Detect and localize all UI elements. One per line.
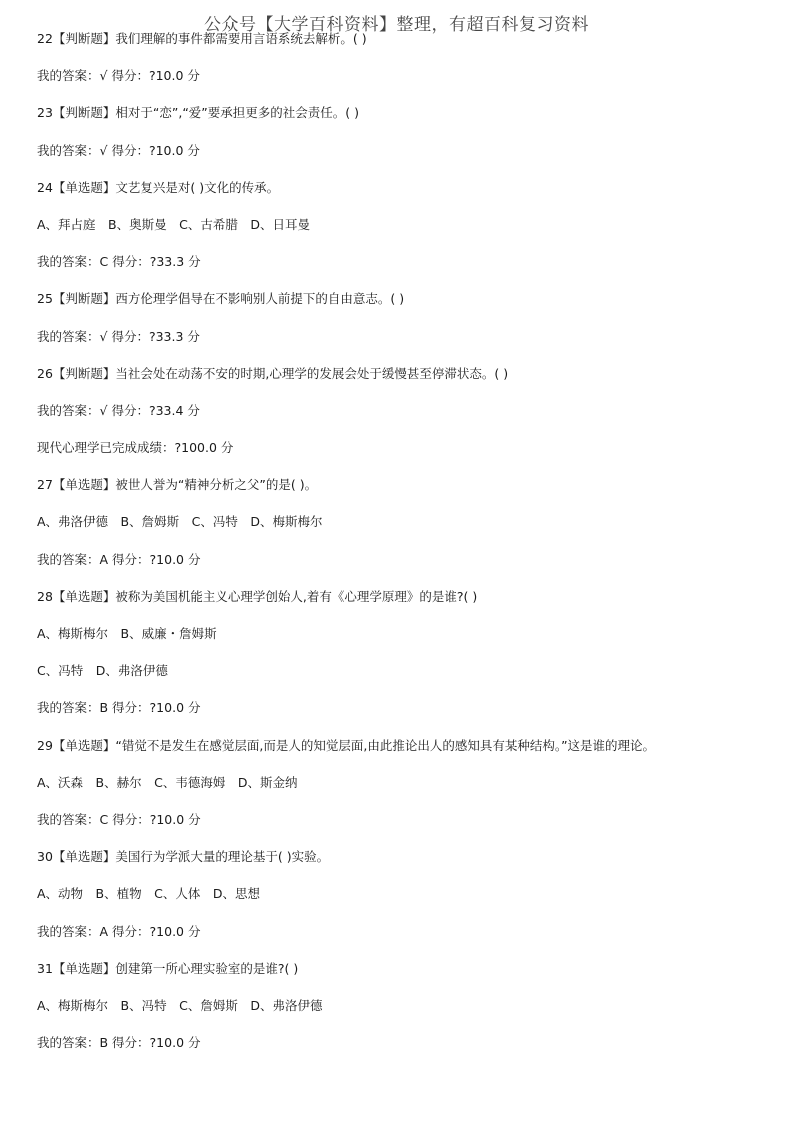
answer-24: 我的答案：C 得分：?33.3 分 [37, 254, 201, 270]
question-30: 30【单选题】美国行为学派大量的理论基于( )实验。 [37, 849, 330, 865]
options-31: A、梅斯梅尔 B、冯特 C、詹姆斯 D、弗洛伊德 [37, 997, 323, 1013]
options-24: A、拜占庭 B、奥斯曼 C、古希腊 D、日耳曼 [37, 216, 310, 232]
answer-30: 我的答案：A 得分：?10.0 分 [37, 923, 201, 939]
question-26: 26【判断题】当社会处在动荡不安的时期,心理学的发展会处于缓慢甚至停滞状态。( ) [37, 365, 509, 381]
options-30: A、动物 B、植物 C、人体 D、思想 [37, 886, 260, 902]
options-27: A、弗洛伊德 B、詹姆斯 C、冯特 D、梅斯梅尔 [37, 514, 323, 530]
question-31: 31【单选题】创建第一所心理实验室的是谁?( ) [37, 960, 299, 976]
answer-31: 我的答案：B 得分：?10.0 分 [37, 1035, 201, 1051]
answer-25: 我的答案：√ 得分：?33.3 分 [37, 328, 200, 344]
answer-27: 我的答案：A 得分：?10.0 分 [37, 551, 201, 567]
answer-22: 我的答案：√ 得分：?10.0 分 [37, 68, 200, 84]
section-score: 现代心理学已完成成绩：?100.0 分 [37, 440, 234, 456]
options-28-cd: C、冯特 D、弗洛伊德 [37, 663, 168, 679]
question-25: 25【判断题】西方伦理学倡导在不影响别人前提下的自由意志。( ) [37, 291, 405, 307]
question-22: 22【判断题】我们理解的事件都需要用言语系统去解析。( ) [37, 31, 367, 46]
watermark-header: 公众号【大学百科资料】整理，有超百科复习资料 [204, 15, 589, 35]
options-28-ab: A、梅斯梅尔 B、威廉・詹姆斯 [37, 626, 217, 641]
answer-28: 我的答案：B 得分：?10.0 分 [37, 700, 201, 716]
document-body [37, 30, 777, 1071]
answer-29: 我的答案：C 得分：?10.0 分 [37, 811, 201, 827]
answer-26: 我的答案：√ 得分：?33.4 分 [37, 402, 200, 418]
question-24: 24【单选题】文艺复兴是对( )文化的传承。 [37, 179, 280, 195]
question-23: 23【判断题】相对于“恋”,“爱”要承担更多的社会责任。( ) [37, 105, 360, 121]
answer-23: 我的答案：√ 得分：?10.0 分 [37, 142, 200, 158]
question-27: 27【单选题】被世人誉为“精神分析之父”的是( )。 [37, 477, 318, 493]
question-28: 28【单选题】被称为美国机能主义心理学创始人,着有《心理学原理》的是谁?( ) [37, 588, 478, 604]
options-29: A、沃森 B、赫尔 C、韦德海姆 D、斯金纳 [37, 774, 298, 790]
question-29: 29【单选题】“错觉不是发生在感觉层面,而是人的知觉层面,由此推论出人的感知具有某种结构。”这是谁的理论。 [37, 737, 656, 753]
